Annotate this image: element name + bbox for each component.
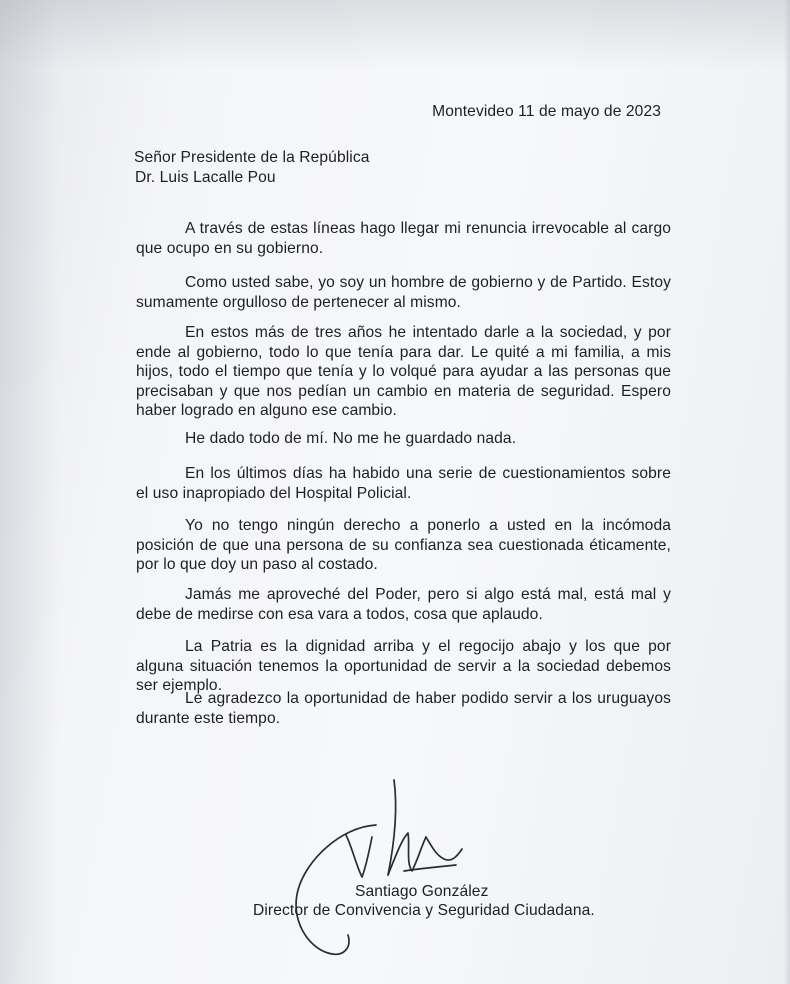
paragraph-5: En los últimos días ha habido una serie de cuestionamientos sobre el uso inapropiado del Hospital Policial. [136, 465, 671, 502]
paragraph-7: Jamás me aproveché del Poder, pero si algo está mal, está mal y debe de medirse con esa vara a todos, cosa que aplaudo. [136, 586, 671, 623]
recipient-title: Señor Presidente de la República [134, 149, 370, 166]
paragraph-2: Como usted sabe, yo soy un hombre de gobierno y de Partido. Estoy sumamente orgulloso de pertenecer al mismo. [136, 274, 671, 311]
paragraph-9: Le agradezco la oportunidad de haber podido servir a los uruguayos durante este tiempo. [136, 690, 671, 727]
paragraph-8: La Patria es la dignidad arriba y el regocijo abajo y los que por alguna situación tenemos la oportunidad de servir a la sociedad debemos ser ejemplo. [136, 638, 671, 694]
signatory-title: Director de Convivencia y Seguridad Ciudadana. [253, 902, 595, 919]
recipient-block [134, 148, 370, 188]
recipient-name: Dr. Luis Lacalle Pou [135, 169, 276, 186]
paragraph-6: Yo no tengo ningún derecho a ponerlo a usted en la incómoda posición de que una persona de su confianza sea cuestionada éticamente, por lo que doy un paso al costado. [136, 517, 671, 573]
handwritten-signature [286, 775, 489, 965]
paragraph-4: He dado todo de mí. No me he guardado nada. [185, 430, 517, 447]
paragraph-1: A través de estas líneas hago llegar mi renuncia irrevocable al cargo que ocupo en su gobierno. [136, 220, 671, 257]
signatory-name: Santiago González [355, 883, 489, 900]
paragraph-3: En estos más de tres años he intentado darle a la sociedad, y por ende al gobierno, todo lo que tenía para dar. Le quité a mi familia, a mis hijos, todo el tiempo que tenía y lo volqué para ayudar a las personas que precisaban y que nos pedían un cambio en materia de seguridad. Espero haber logrado en alguno ese cambio. [136, 324, 671, 419]
letter-date: Montevideo 11 de mayo de 2023 [432, 103, 661, 120]
